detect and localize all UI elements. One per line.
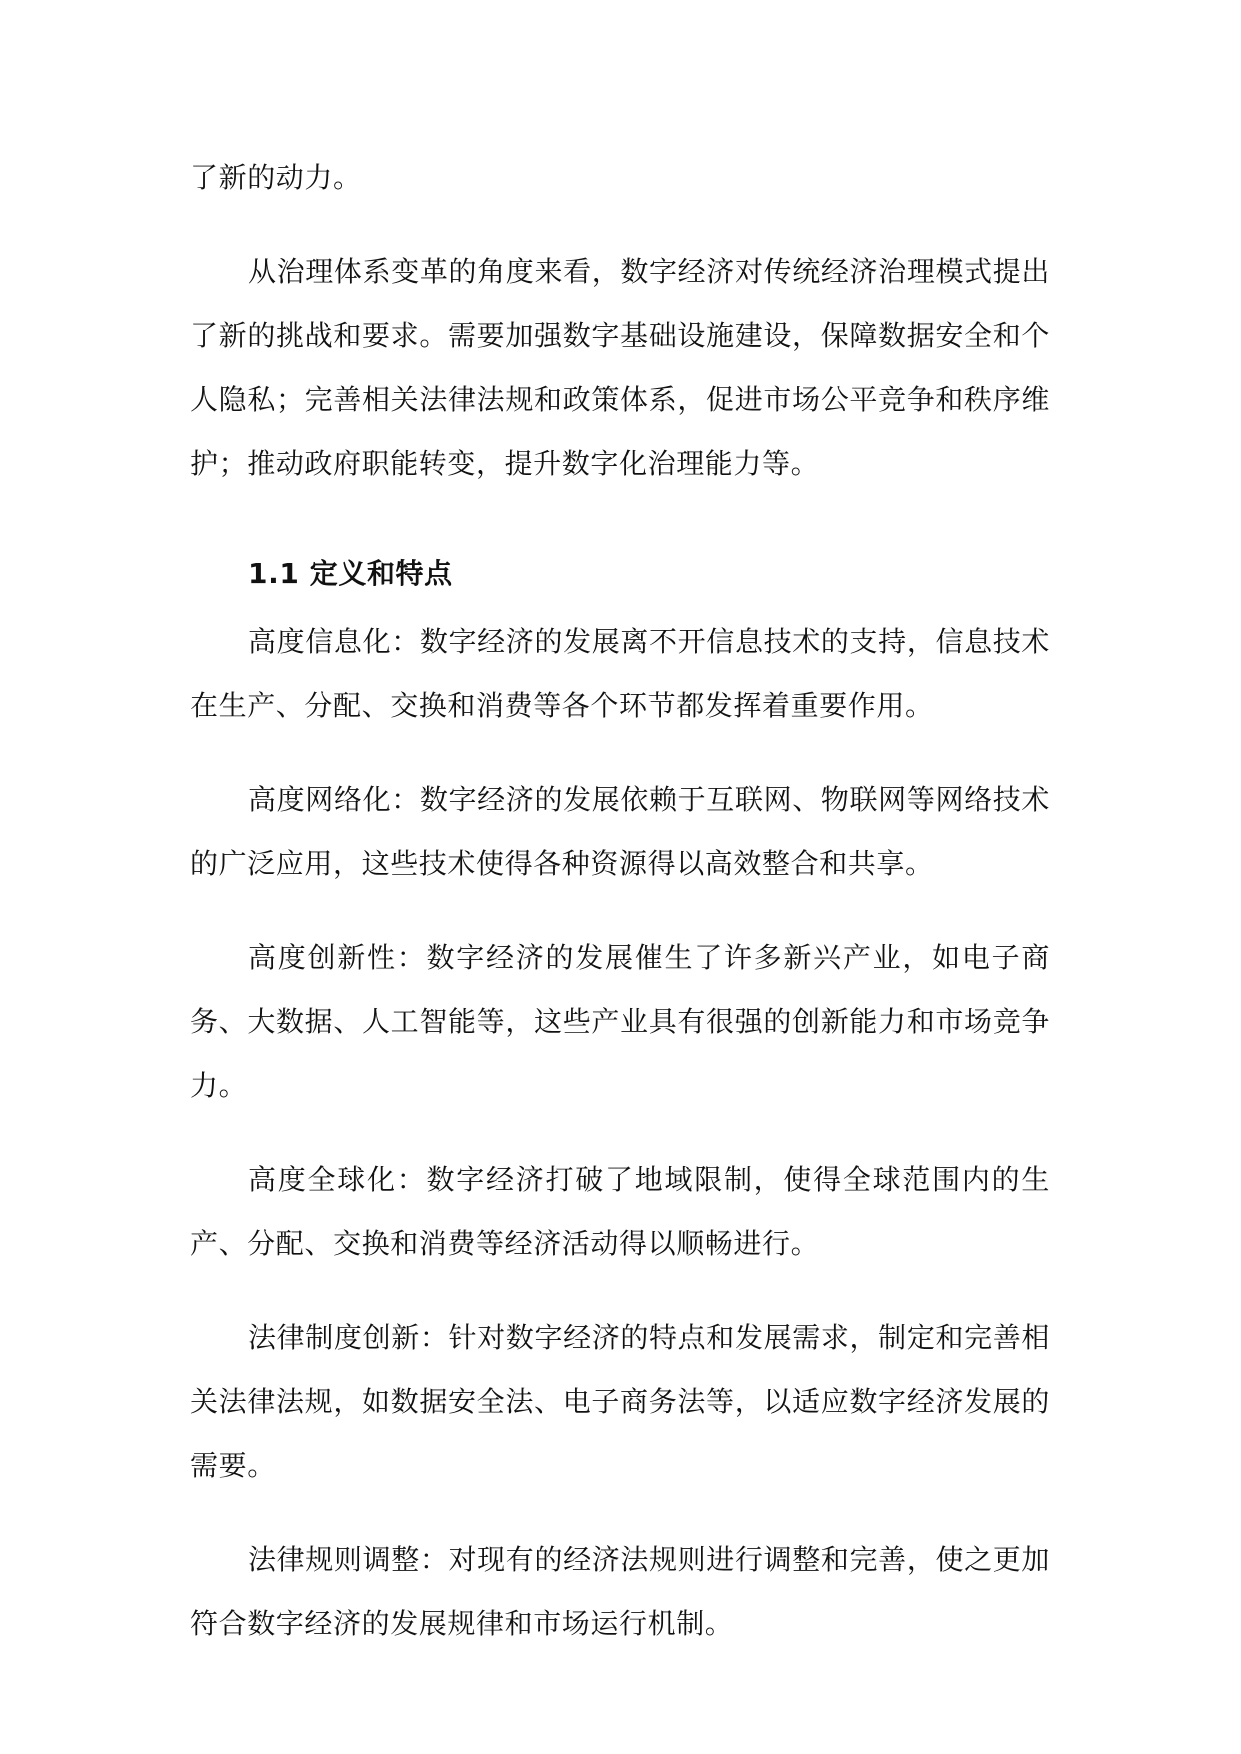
paragraph-continuation: 了新的动力。 <box>190 161 362 194</box>
section-heading: 1.1 定义和特点 <box>248 557 453 590</box>
document-page <box>190 146 1050 1656</box>
paragraph-governance: 从治理体系变革的角度来看，数字经济对传统经济治理模式提出了新的挑战和要求。需要加强数字基础设施建设，保障数据安全和个人隐私；完善相关法律法规和政策体系，促进市场公平竞争和秩序维护；推动政府职能转变，提升数字化治理能力等。 <box>190 255 1050 480</box>
paragraph-globalization: 高度全球化：数字经济打破了地域限制，使得全球范围内的生产、分配、交换和消费等经济活动得以顺畅进行。 <box>190 1163 1050 1260</box>
paragraph-legal-innovation: 法律制度创新：针对数字经济的特点和发展需求，制定和完善相关法律法规，如数据安全法、电子商务法等，以适应数字经济发展的需要。 <box>190 1321 1050 1482</box>
paragraph-innovation: 高度创新性：数字经济的发展催生了许多新兴产业，如电子商务、大数据、人工智能等，这些产业具有很强的创新能力和市场竞争力。 <box>190 941 1050 1102</box>
paragraph-informatization: 高度信息化：数字经济的发展离不开信息技术的支持，信息技术在生产、分配、交换和消费等各个环节都发挥着重要作用。 <box>190 625 1050 722</box>
paragraph-legal-adjustment: 法律规则调整：对现有的经济法规则进行调整和完善，使之更加符合数字经济的发展规律和市场运行机制。 <box>190 1543 1050 1640</box>
paragraph-networking: 高度网络化：数字经济的发展依赖于互联网、物联网等网络技术的广泛应用，这些技术使得各种资源得以高效整合和共享。 <box>190 783 1050 880</box>
